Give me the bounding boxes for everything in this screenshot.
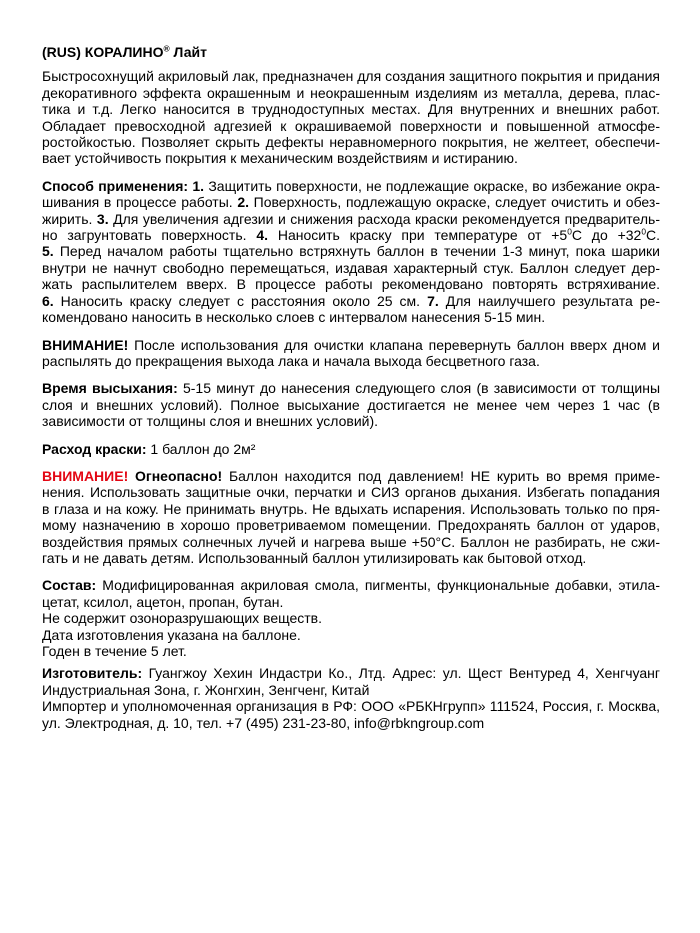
text-line: ростойкостью. Позволяет скрыть дефекты неравномерного покрытия, не желтеет, обеспечи- — [42, 134, 660, 151]
text-line: гать и не давать детям. Использованный баллон утилизировать как бытовой отход. — [42, 549, 587, 566]
text-line: 6. Наносить краску следует с расстояния около 25 см. 7. Для наилучшего результата ре- — [42, 292, 660, 309]
text-line: Импортер и уполномоченная организация в РФ: ООО «РБКНгрупп» 111524, Россия, г. Москва, — [42, 698, 660, 715]
application-method — [42, 178, 660, 326]
text-segment: ВНИМАНИЕ! — [42, 467, 129, 484]
text-line: ул. Электродная, д. 10, тел. +7 (495) 231-23-80, info@rbkngroup.com — [42, 714, 485, 731]
text-segment: 5. — [42, 243, 54, 260]
product-title — [42, 44, 660, 60]
text-segment: Расход краски: — [42, 440, 147, 457]
text-line: мому назначению в хорошо проветриваемом помещении. Предохранять баллон от ударов, — [42, 517, 660, 534]
composition — [42, 577, 660, 659]
text-line: Расход краски: 1 баллон до 2м² — [42, 440, 256, 457]
text-line: слоя и внешних условий). Полное высыхание достигается не менее чем через 1 час (в — [42, 396, 660, 413]
paint-consumption — [42, 441, 660, 457]
text-line: внутри не начнут свободно перемещаться, издавая характерный стук. Баллон следует дер- — [42, 259, 660, 276]
text-segment: 3. — [96, 210, 109, 227]
text-line: тика и т.д. Легко наносится в труднодоступных местах. Для внутренних и внешних работ. — [42, 101, 660, 118]
text-segment: Изготовитель: — [42, 665, 143, 682]
text-line: но загрунтовать поверхность. 4. Наносить краску при температуре от $+5^0С$ до $+32^0С$. — [42, 226, 661, 244]
text-line: цетат, ксилол, ацетон, пропан, бутан. — [42, 593, 284, 610]
text-line: 5. Перед началом работы тщательно встряхнуть баллон в течении 1-3 минут, пока шарики — [42, 243, 660, 260]
text-segment: Способ применения: — [42, 177, 189, 194]
fire-warning — [42, 468, 660, 566]
text-segment: 0 — [641, 226, 647, 237]
text-line: зависимости от толщины слоя и внешних условий). — [42, 413, 379, 430]
text-segment: 6. — [42, 292, 54, 309]
intro-paragraph — [42, 68, 660, 166]
text-line: Способ применения: 1. Защитить поверхности, не подлежащие окраске, во избежание окра- — [42, 177, 661, 194]
text-line: Дата изготовления указана на баллоне. — [42, 626, 301, 643]
text-line: жать распылителем вверх. В процессе работы рекомендовано повторять встряхивание. — [42, 276, 660, 293]
manufacturer — [42, 665, 660, 731]
text-line: в глаза и на кожу. Не принимать внутрь. Не вдыхать испарения. Использовать только по пря- — [42, 500, 660, 517]
text-line: декоративного эффекта окрашенным и неокрашенным изделиям из металла, дерева, плас- — [42, 84, 660, 101]
text-line: комендовано наносить в несколько слоев с интервалом нанесения 5-15 мин. — [42, 309, 546, 326]
text-line: Индустриальная Зона, г. Жонгхин, Зенгченг, Китай — [42, 681, 370, 698]
valve-cleaning-warning — [42, 337, 660, 370]
text-segment: 1. — [192, 177, 205, 194]
text-segment: 2. — [237, 194, 250, 211]
text-line: вает устойчивость покрытия к механическим воздействиям и истиранию. — [42, 150, 518, 167]
text-segment: 4. — [256, 227, 269, 244]
text-line: Годен в течение 5 лет. — [42, 643, 187, 659]
drying-time — [42, 380, 660, 429]
text-segment: Лайт — [169, 44, 207, 60]
text-line: шивания в процессе работы. 2. Поверхность, подлежащую окраске, следует очистить и обез- — [42, 194, 660, 211]
text-line: Обладает превосходной адгезией к окрашиваемой поверхности и повышенной атмосфе- — [42, 117, 660, 134]
text-segment: 0 — [567, 226, 572, 237]
text-line: распылять до прекращения выхода лака и начала выхода бесцветного газа. — [42, 352, 540, 369]
text-segment: (RUS) КОРАЛИНО — [42, 44, 164, 60]
text-segment: Огнеопасно! — [134, 467, 223, 484]
text-line — [42, 44, 660, 60]
text-line: Состав: Модифицированная акриловая смола, пигменты, функциональные добавки, этила- — [42, 577, 660, 594]
text-segment: ВНИМАНИЕ! — [42, 336, 129, 353]
text-line: Время высыхания: 5-15 минут до нанесения следующего слоя (в зависимости от толщины — [42, 380, 660, 397]
text-segment: Время высыхания: — [42, 380, 178, 397]
text-line: Изготовитель: Гуангжоу Хехин Индастри Ко., Лтд. Адрес: ул. Щест Вентуред 4, Хенгчуанг — [42, 665, 660, 682]
text-segment: ® — [163, 43, 170, 54]
text-line: жирить. 3. Для увеличения адгезии и снижения расхода краски рекомендуется предваритель- — [42, 210, 660, 227]
text-line: воздействия прямых солнечных лучей и нагрева выше +50°С. Баллон не разбирать, не сжи- — [42, 533, 660, 550]
document-body — [42, 44, 660, 731]
text-line: Не содержит озоноразрушающих веществ. — [42, 610, 323, 627]
text-segment: 7. — [427, 292, 439, 309]
text-line: ВНИМАНИЕ! После использования для очистки клапана перевернуть баллон вверх дном и — [42, 336, 660, 353]
text-line: ВНИМАНИЕ! Огнеопасно! Баллон находится под давлением! НЕ курить во время приме- — [42, 467, 661, 484]
text-segment: Состав: — [42, 577, 97, 594]
text-line: Быстросохнущий акриловый лак, предназначен для создания защитного покрытия и придания — [42, 68, 660, 85]
text-line: нения. Использовать защитные очки, перчатки и СИЗ органов дыхания. Избегать попадания — [42, 484, 660, 501]
